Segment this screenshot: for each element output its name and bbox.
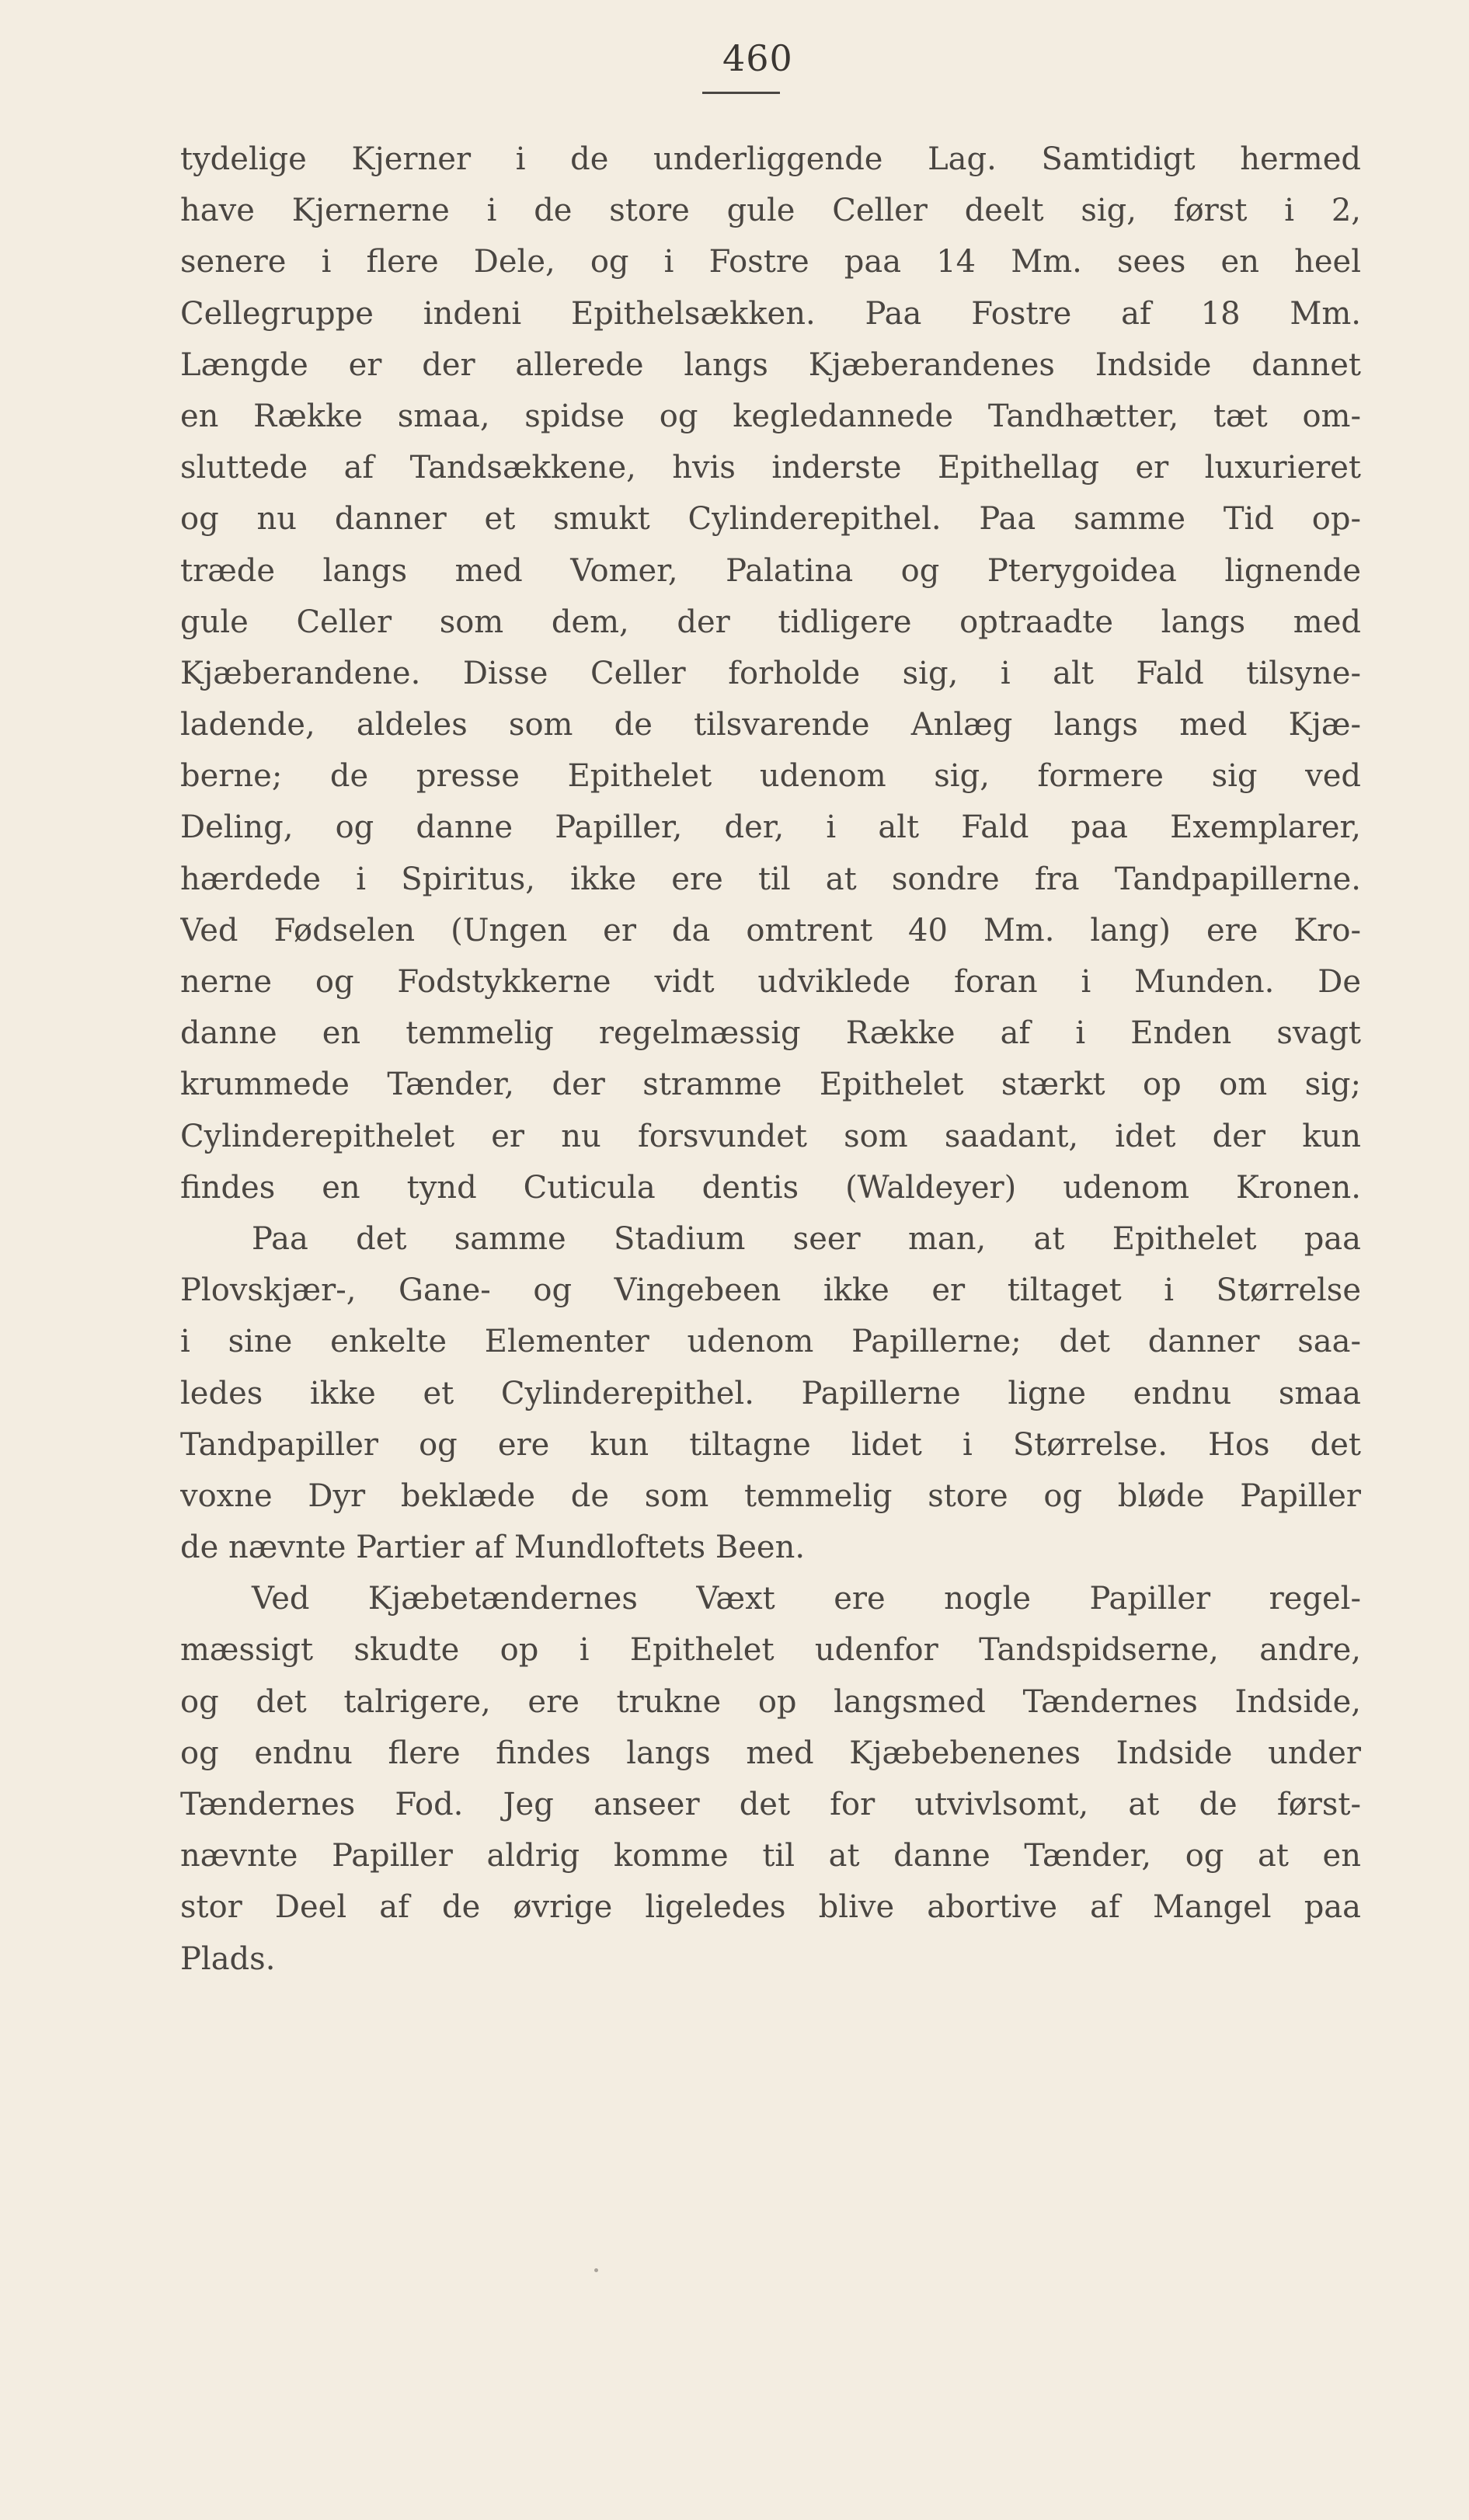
page-number-underline [702,92,780,94]
text-line: krummede Tænder, der stramme Epithelet stærkt op om sig; [180,1067,1361,1103]
text-line: Plovskjær-, Gane- og Vingebeen ikke er tiltaget i Størrelse [180,1272,1361,1309]
text-line: stor Deel af de øvrige ligeledes blive abortive af Mangel paa [180,1889,1361,1926]
text-line: ledes ikke et Cylinderepithel. Papillerne ligne endnu smaa [180,1375,1361,1411]
text-line: og nu danner et smukt Cylinderepithel. Paa samme Tid op- [180,501,1361,538]
text-line: Cellegruppe indeni Epithelsækken. Paa Fostre af 18 Mm. [180,295,1361,332]
text-line: Deling, og danne Papiller, der, i alt Fald paa Exemplarer, [180,809,1361,846]
text-line: træde langs med Vomer, Palatina og Pterygoidea lignende [180,552,1361,589]
text-line: i sine enkelte Elementer udenom Papillerne; det danner saa- [180,1324,1361,1360]
text-line: Tændernes Fod. Jeg anseer det for utvivlsomt, at de først- [180,1787,1361,1822]
text-line: senere i flere Dele, og i Fostre paa 14 Mm. sees en heel [180,244,1361,280]
text-line: ladende, aldeles som de tilsvarende Anlæg langs med Kjæ- [180,707,1361,743]
text-line: hærdede i Spiritus, ikke ere til at sondre fra Tandpapillerne. [180,861,1361,897]
text-line: nerne og Fodstykkerne vidt udviklede foran i Munden. De [180,964,1361,1000]
text-line: Ved Fødselen (Ungen er da omtrent 40 Mm. lang) ere Kro- [180,912,1361,948]
page-number: 460 [722,37,793,79]
text-line: mæssigt skudte op i Epithelet udenfor Tandspidserne, andre, [180,1632,1361,1669]
text-line: Tandpapiller og ere kun tiltagne lidet i Størrelse. Hos det [180,1426,1361,1463]
paper-speck [594,2268,598,2272]
text-line: nævnte Papiller aldrig komme til at danne Tænder, og at en [180,1838,1361,1874]
paragraph-end-line: Plads. [180,1940,276,1977]
text-line: findes en tynd Cuticula dentis (Waldeyer) udenom Kronen. [180,1169,1361,1206]
text-line: og det talrigere, ere trukne op langsmed Tændernes Indside, [180,1683,1361,1720]
text-line: Cylinderepithelet er nu forsvundet som saadant, idet der kun [180,1118,1361,1154]
text-line: berne; de presse Epithelet udenom sig, formere sig ved [180,758,1361,795]
text-line: en Række smaa, spidse og kegledannede Tandhætter, tæt om- [180,398,1361,434]
paragraph-end-line: de nævnte Partier af Mundloftets Been. [180,1530,806,1566]
text-line: og endnu flere findes langs med Kjæbebenenes Indside under [180,1735,1361,1771]
body-text [180,134,1361,1985]
paragraph-start-line: Paa det samme Stadium seer man, at Epithelet paa [252,1220,1361,1257]
paragraph-start-line: Ved Kjæbetændernes Væxt ere nogle Papiller regel- [252,1581,1361,1617]
text-line: danne en temmelig regelmæssig Række af i Enden svagt [180,1015,1361,1052]
text-line: tydelige Kjerner i de underliggende Lag. Samtidigt hermed [180,141,1361,177]
text-line: gule Celler som dem, der tidligere optraadte langs med [180,604,1361,640]
text-line: have Kjernerne i de store gule Celler deelt sig, først i 2, [180,193,1361,229]
text-line: Længde er der allerede langs Kjæberandenes Indside dannet [180,346,1361,383]
text-line: voxne Dyr beklæde de som temmelig store og bløde Papiller [180,1478,1361,1514]
text-line: Kjæberandene. Disse Celler forholde sig, i alt Fald tilsyne- [180,655,1361,691]
text-line: sluttede af Tandsækkene, hvis inderste Epithellag er luxurieret [180,450,1361,486]
